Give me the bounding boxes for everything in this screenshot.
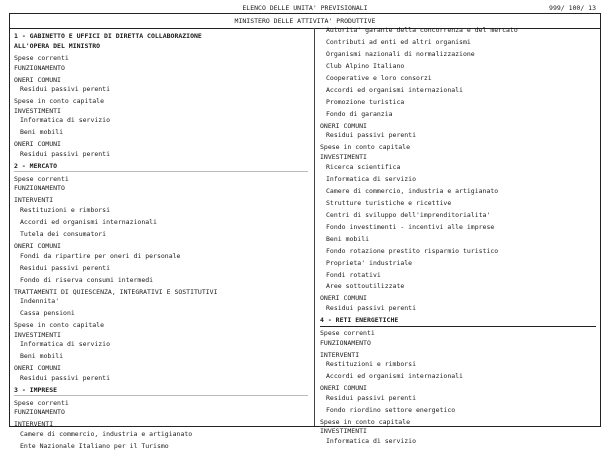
document-code: 999/ 100/ 13 bbox=[549, 4, 596, 12]
list-item: Spese in conto capitale bbox=[320, 417, 411, 426]
list-item: Spese correnti bbox=[14, 53, 69, 62]
list-item: Camere di commercio, industria e artigianato bbox=[20, 429, 193, 438]
list-item: Cooperative e loro consorzi bbox=[326, 73, 432, 82]
list-item: ONERI COMUNI bbox=[14, 75, 61, 84]
list-item: Spese correnti bbox=[14, 398, 69, 407]
list-item: INTERVENTI bbox=[320, 350, 360, 359]
list-item: Proprieta' industriale bbox=[326, 258, 413, 267]
list-item: FUNZIONAMENTO bbox=[14, 184, 65, 193]
list-item: Restituzioni e rimborsi bbox=[20, 206, 111, 215]
list-item: Accordi ed organismi internazionali bbox=[20, 218, 157, 226]
list-item: ONERI COMUNI bbox=[320, 294, 367, 303]
list-item: ONERI COMUNI bbox=[14, 364, 61, 373]
list-item: Ente Nazionale Italiano per il Turismo bbox=[20, 441, 169, 450]
list-item: Spese in conto capitale bbox=[320, 143, 411, 152]
list-item: ONERI COMUNI bbox=[14, 241, 61, 250]
list-item: Fondo riordino settore energetico bbox=[326, 405, 456, 414]
list-item: Beni mobili bbox=[20, 128, 64, 137]
list-item: Informatica di servizio bbox=[326, 174, 417, 183]
ministry-heading: MINISTERO DELLE ATTIVITA' PRODUTTIVE bbox=[10, 14, 600, 29]
section-heading: 1 - GABINETTO E UFFICI DI DIRETTA COLLABORAZIONE bbox=[14, 32, 202, 41]
list-item: INVESTIMENTI bbox=[320, 427, 367, 436]
section-heading: 2 - MERCATO bbox=[14, 162, 308, 173]
list-item: Spese in conto capitale bbox=[14, 97, 105, 106]
list-item: Fondi da ripartire per oneri di personale bbox=[20, 251, 181, 260]
list-item: FUNZIONAMENTO bbox=[14, 63, 65, 72]
list-item: Accordi ed organismi internazionali bbox=[326, 85, 463, 94]
list-item: Residui passivi perenti bbox=[20, 85, 111, 94]
list-item: Fondo investimenti - incentivi alle imprese bbox=[326, 222, 495, 231]
list-item: ONERI COMUNI bbox=[320, 384, 367, 393]
list-item: Residui passivi perenti bbox=[326, 131, 417, 140]
list-item: Spese correnti bbox=[320, 329, 375, 338]
document-title: ELENCO DELLE UNITA' PREVISIONALI bbox=[242, 4, 368, 12]
right-column bbox=[320, 26, 596, 447]
list-item: Informatica di servizio bbox=[326, 436, 417, 445]
list-item: INTERVENTI bbox=[14, 420, 54, 429]
list-item: Organismi nazionali di normalizzazione bbox=[326, 49, 475, 58]
list-item: ONERI COMUNI bbox=[14, 140, 61, 149]
list-item: INVESTIMENTI bbox=[14, 106, 61, 115]
list-item: Fondi rotativi bbox=[326, 270, 381, 279]
list-item: Camere di commercio, industria e artigianato bbox=[326, 186, 499, 195]
list-item: Residui passivi perenti bbox=[326, 393, 417, 402]
list-item: Centri di sviluppo dell'imprenditorialita' bbox=[326, 210, 491, 219]
list-item: Cassa pensioni bbox=[20, 309, 75, 318]
section-heading: 4 - RETI ENERGETICHE bbox=[320, 316, 596, 327]
list-item: Fondo di garanzia bbox=[326, 109, 393, 118]
list-item: Aree sottoutilizzate bbox=[326, 282, 405, 291]
list-item: INTERVENTI bbox=[14, 196, 54, 205]
list-item: INVESTIMENTI bbox=[320, 153, 367, 162]
list-item: Strutture turistiche e ricettive bbox=[326, 198, 452, 207]
section-heading: 3 - IMPRESE bbox=[14, 386, 308, 397]
list-item: Residui passivi perenti bbox=[20, 149, 111, 158]
list-item: Fondo di riserva consumi intermedi bbox=[20, 275, 154, 284]
list-item: Beni mobili bbox=[20, 352, 64, 361]
list-item: Fondo rotazione prestito risparmio turistico bbox=[326, 246, 499, 255]
list-item: Club Alpino Italiano bbox=[326, 61, 405, 70]
list-item: FUNZIONAMENTO bbox=[320, 338, 371, 347]
list-item: Indennita' bbox=[20, 297, 60, 306]
list-item: Promozione turistica bbox=[326, 97, 405, 106]
list-item: Informatica di servizio bbox=[20, 340, 111, 349]
list-item: Restituzioni e rimborsi bbox=[326, 360, 417, 369]
left-column bbox=[14, 30, 308, 452]
list-item: Residui passivi perenti bbox=[326, 304, 417, 313]
list-item: Tutela dei consumatori bbox=[20, 229, 107, 238]
list-item: Beni mobili bbox=[326, 234, 370, 243]
list-item: INVESTIMENTI bbox=[14, 330, 61, 339]
list-item: FUNZIONAMENTO bbox=[14, 408, 65, 417]
table-frame bbox=[9, 13, 601, 450]
list-item: Residui passivi perenti bbox=[20, 263, 111, 272]
column-divider bbox=[314, 28, 315, 426]
list-item: Spese in conto capitale bbox=[14, 321, 105, 330]
list-item: ONERI COMUNI bbox=[320, 121, 367, 130]
list-item: TRATTAMENTI DI QUIESCENZA, INTEGRATIVI E SOSTITUTIVI bbox=[14, 287, 218, 296]
list-item: Informatica di servizio bbox=[20, 116, 111, 125]
list-item: Accordi ed organismi internazionali bbox=[326, 372, 463, 381]
list-item: Autorita' garante della concorrenza e del mercato bbox=[326, 26, 518, 34]
list-item: Ricerca scientifica bbox=[326, 162, 401, 171]
section-heading: ALL'OPERA DEL MINISTRO bbox=[14, 41, 101, 50]
list-item: Contributi ad enti ed altri organismi bbox=[326, 37, 471, 46]
list-item: Residui passivi perenti bbox=[20, 373, 111, 382]
list-item: Spese correnti bbox=[14, 174, 69, 183]
